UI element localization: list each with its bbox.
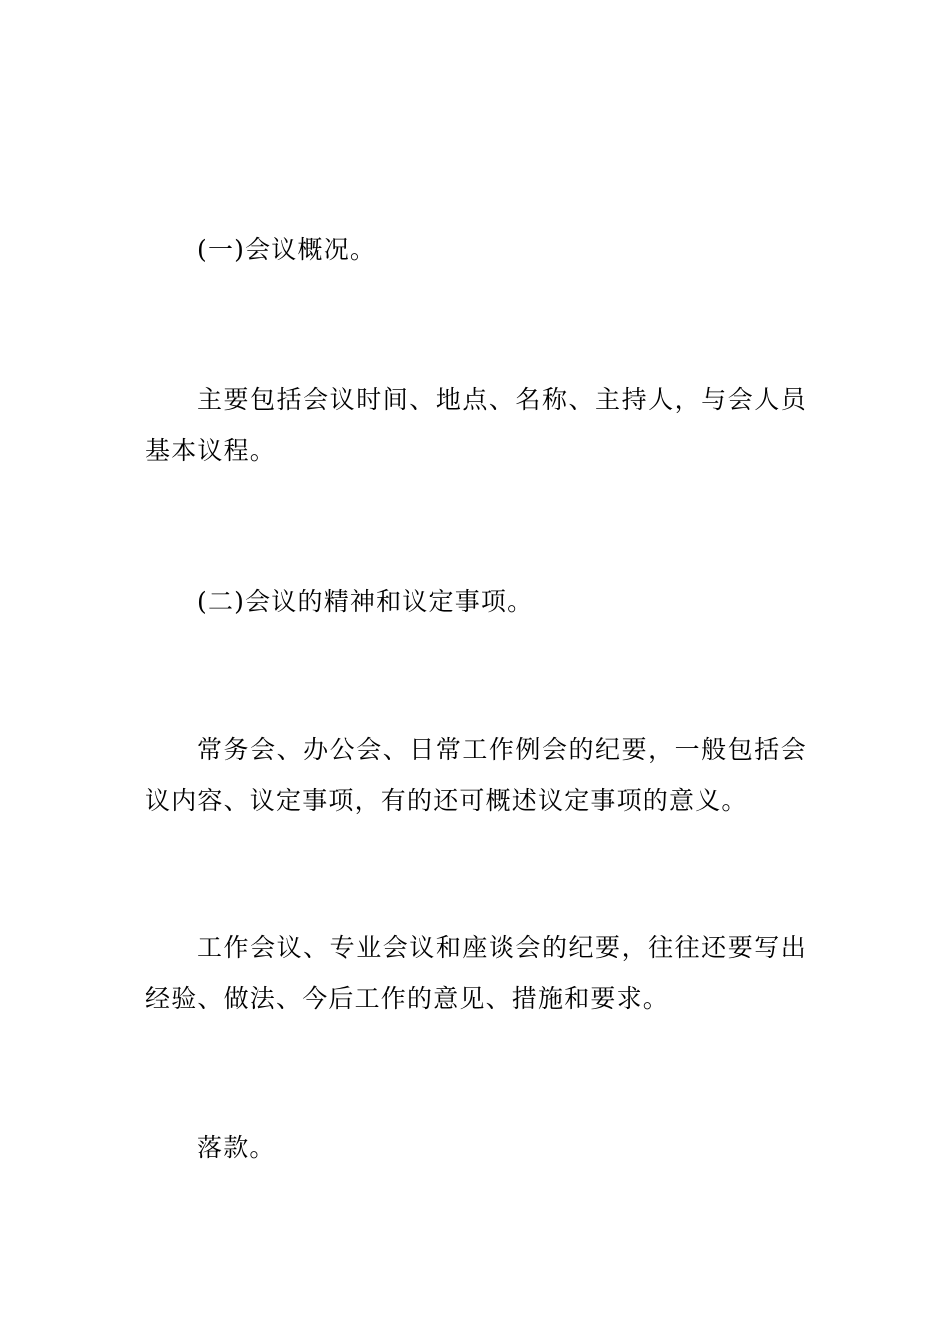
paragraph-meeting-overview-content: 主要包括会议时间、地点、名称、主持人，与会人员基本议程。 <box>145 385 807 465</box>
paragraph-routine-meeting-minutes: 常务会、办公会、日常工作例会的纪要，一般包括会议内容、议定事项，有的还可概述议定事项的意义。 <box>145 735 807 815</box>
paragraph-work-meeting-minutes: 工作会议、专业会议和座谈会的纪要，往往还要写出经验、做法、今后工作的意见、措施和要求。 <box>145 933 807 1013</box>
section-heading-meeting-decisions: (二)会议的精神和议定事项。 <box>197 587 534 616</box>
paragraph-signature-section: 落款。 <box>197 1133 276 1162</box>
section-heading-meeting-overview: (一)会议概况。 <box>197 235 377 264</box>
